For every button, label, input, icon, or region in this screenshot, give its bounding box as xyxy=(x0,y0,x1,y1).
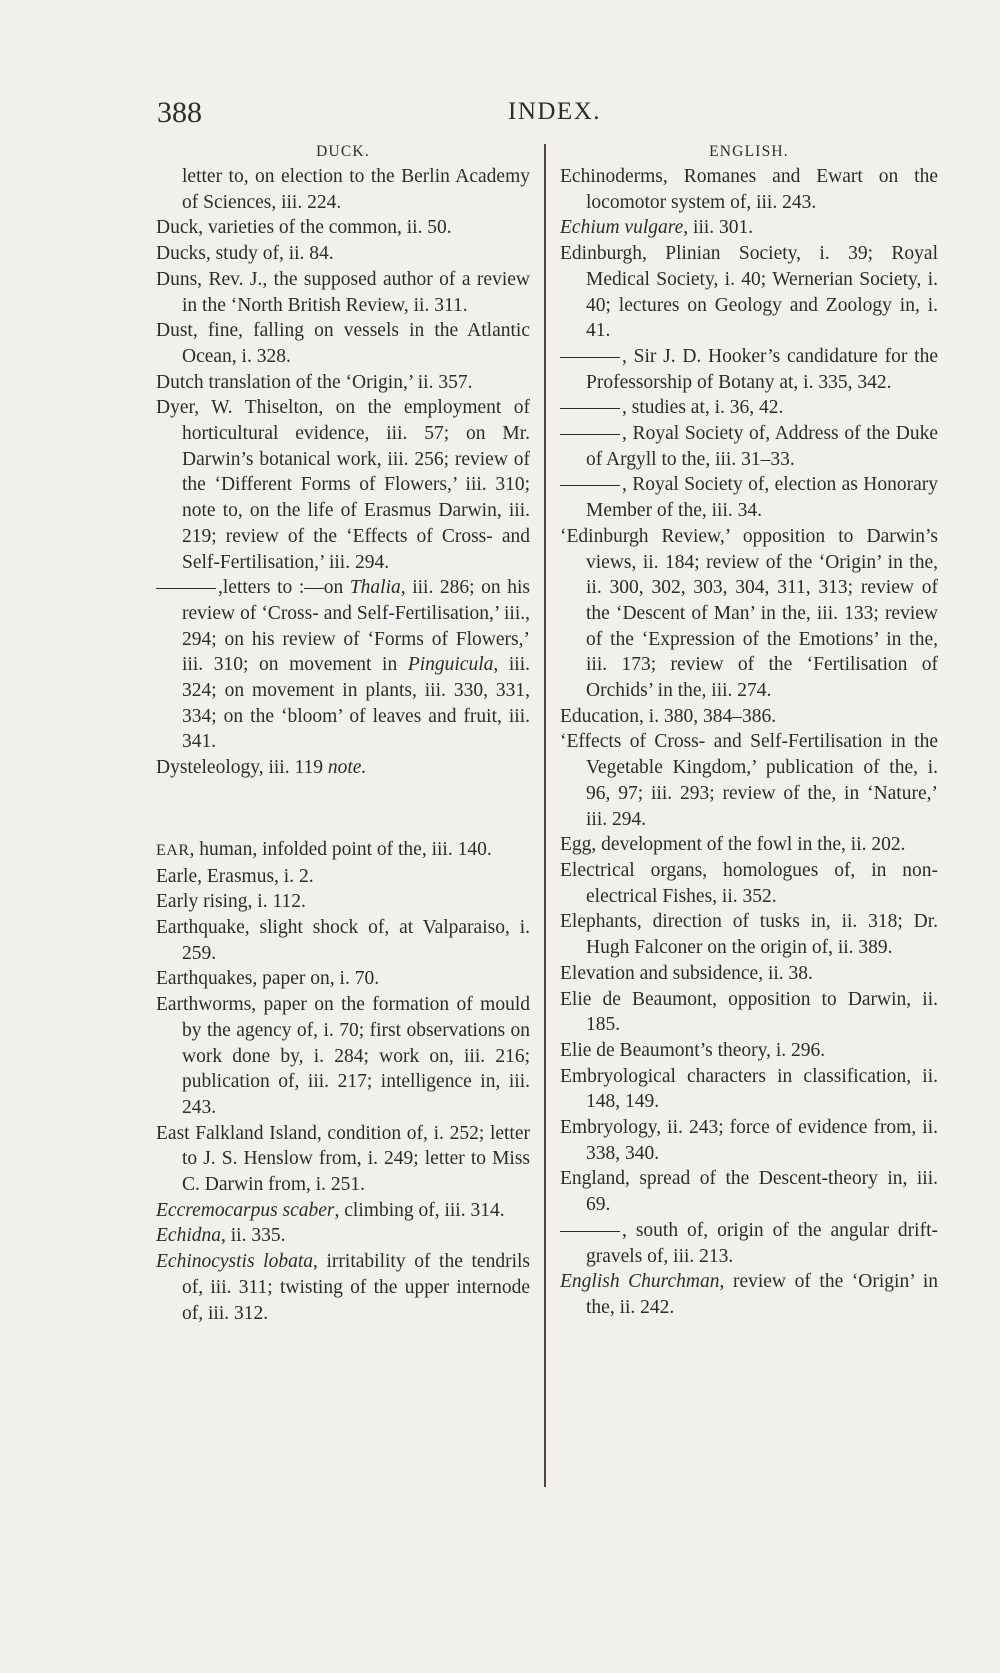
entry-text: Earthworms, paper on the formation of mould by the agency of, i. 70; first observations on work done by, i. 284; work on, iii. 216; publication of, iii. 217; intelligence in, iii. 243. xyxy=(156,994,530,1118)
index-entry xyxy=(156,1198,530,1224)
entry-text: Dutch translation of the ‘Origin,’ ii. 357. xyxy=(156,371,473,393)
entry-text: Dyer, W. Thiselton, on the employment of horticultural evidence, iii. 57; on Mr. Darwin’s botanical work, iii. 256; review of the ‘Different Forms of Flowers,’ iii. 310; note to, on the life of Erasmus Darwin, iii. 219; review of the ‘Effects of Cross- and Self-Fertilisation,’ iii. 294. xyxy=(156,397,530,573)
entry-text: Dust, fine, falling on vessels in the Atlantic Ocean, i. 328. xyxy=(156,320,530,367)
index-entry xyxy=(156,1121,530,1198)
index-entry xyxy=(156,241,530,267)
index-entry xyxy=(156,992,530,1121)
entry-text: England, spread of the Descent-theory in, iii. 69. xyxy=(560,1168,938,1216)
entry-text: Earthquakes, paper on, i. 70. xyxy=(156,968,380,990)
entry-text: ‘Effects of Cross- and Self-Fertilisation in the Vegetable Kingdom,’ publication of the, i. 96, 97; iii. 293; review of the, in ‘Nature,’ iii. 294. xyxy=(560,731,938,830)
index-entry xyxy=(560,241,938,344)
index-entry xyxy=(560,1218,938,1269)
index-entry xyxy=(156,267,530,318)
entry-text: , review of the ‘Origin’ in the, ii. 242. xyxy=(586,1271,938,1318)
entry-text: , Sir J. D. Hooker’s candidature for the Professorship of Botany at, i. 335, 342. xyxy=(586,345,938,393)
entry-text: Thalia xyxy=(349,577,401,599)
entry-text: , iii. 324; on movement in plants, iii. 330, 331, 334; on the ‘bloom’ of leaves and fruit, iii. 341. xyxy=(182,654,530,753)
entry-text: Elephants, direction of tusks in, ii. 318; Dr. Hugh Falconer on the origin of, ii. 389. xyxy=(560,911,938,959)
entry-text: Ducks, study of, ii. 84. xyxy=(156,243,334,265)
index-entry xyxy=(560,164,938,215)
right-column xyxy=(560,140,938,1321)
index-entry xyxy=(560,729,938,832)
index-entry xyxy=(560,858,938,909)
entry-text: , irritability of the tendrils of, iii. 311; twisting of the upper internode of, iii. 312. xyxy=(182,1251,530,1324)
index-entry xyxy=(560,395,938,421)
right-entries xyxy=(560,164,938,1321)
index-entry xyxy=(156,755,530,781)
entry-text: Elevation and subsidence, ii. 38. xyxy=(560,962,813,984)
entry-text: EAR xyxy=(156,841,190,859)
index-entry xyxy=(156,395,530,575)
left-entries-block-2 xyxy=(156,837,530,1326)
index-entry xyxy=(156,164,530,215)
entry-text: note. xyxy=(327,757,367,779)
right-catchword: ENGLISH. xyxy=(709,143,789,160)
entry-text: Early rising, i. 112. xyxy=(156,891,306,913)
entry-text: , iii. 301. xyxy=(683,217,754,239)
entry-text: , south of, origin of the angular drift-gravels of, iii. 213. xyxy=(586,1219,938,1267)
entry-text: Duck, varieties of the common, ii. 50. xyxy=(156,217,452,239)
ditto-dash xyxy=(156,588,216,589)
index-entry xyxy=(560,1038,938,1064)
column-divider xyxy=(544,144,546,1487)
entry-text: Echinocystis lobata xyxy=(156,1251,314,1273)
entry-text: Edinburgh, Plinian Society, i. 39; Royal Medical Society, i. 40; Wernerian Society, i. 40; lectures on Geology and Zoology in, i. 41. xyxy=(560,243,938,342)
entry-text: English Churchman xyxy=(560,1271,720,1293)
index-entry xyxy=(560,961,938,987)
entry-text: Electrical organs, homologues of, in non-electrical Fishes, ii. 352. xyxy=(560,859,938,907)
entry-text: , human, infolded point of the, iii. 140. xyxy=(189,838,492,860)
index-entry xyxy=(560,1064,938,1115)
left-column xyxy=(156,140,530,1326)
ditto-dash xyxy=(560,434,620,435)
entry-text: , climbing of, iii. 314. xyxy=(334,1199,505,1221)
left-catchword: DUCK. xyxy=(316,143,370,160)
index-entry xyxy=(560,421,938,472)
index-entry xyxy=(560,987,938,1038)
index-entry xyxy=(560,524,938,704)
entry-text: Embryological characters in classification, ii. 148, 149. xyxy=(560,1065,938,1113)
entry-text: Echium vulgare xyxy=(560,217,684,239)
index-entry xyxy=(156,864,530,890)
index-entry xyxy=(156,370,530,396)
entry-text: East Falkland Island, condition of, i. 252; letter to J. S. Henslow from, i. 249; letter to Miss C. Darwin from, i. 251. xyxy=(156,1122,530,1196)
index-entry xyxy=(156,889,530,915)
entry-text: ‘Edinburgh Review,’ opposition to Darwin’s views, ii. 184; review of the ‘Origin’ in the, ii. 300, 302, 303, 304, 311, 313; review of the ‘Descent of Man’ in the, iii. 133; review of the ‘Expression of the Emotions’ in the, iii. 173; review of the ‘Fertilisation of Orchids’ in the, iii. 274. xyxy=(560,525,938,702)
entry-text: Echinoderms, Romanes and Ewart on the locomotor system of, iii. 243. xyxy=(560,166,938,213)
ditto-dash xyxy=(560,1231,620,1232)
index-entry xyxy=(560,215,938,241)
index-entry xyxy=(560,909,938,960)
entry-text: Earthquake, slight shock of, at Valparaiso, i. 259. xyxy=(156,916,530,964)
index-entry xyxy=(156,915,530,966)
entry-text: Eccremocarpus scaber xyxy=(156,1199,335,1221)
entry-text: , ii. 335. xyxy=(220,1225,286,1247)
entry-text: , Royal Society of, election as Honorary Member of the, iii. 34. xyxy=(586,474,938,522)
index-entry xyxy=(560,704,938,730)
page-number: 388 xyxy=(157,96,202,129)
index-entry xyxy=(156,1249,530,1326)
index-entry xyxy=(560,472,938,523)
index-entry xyxy=(560,1166,938,1217)
entry-text: Embryology, ii. 243; force of evidence from, ii. 338, 340. xyxy=(560,1117,938,1164)
running-head: INDEX. xyxy=(508,98,602,125)
entry-text: Elie de Beaumont, opposition to Darwin, ii. 185. xyxy=(560,988,938,1036)
index-entry xyxy=(560,344,938,395)
index-entry xyxy=(156,318,530,369)
entry-text: Duns, Rev. J., the supposed author of a review in the ‘North British Review, ii. 311. xyxy=(156,268,530,316)
entry-text: Earle, Erasmus, i. 2. xyxy=(156,865,314,887)
entry-text: Pinguicula xyxy=(407,654,494,676)
entry-text: letter to, on election to the Berlin Academy of Sciences, iii. 224. xyxy=(182,166,530,213)
entry-text: , studies at, i. 36, 42. xyxy=(622,397,784,419)
index-entry xyxy=(156,1223,530,1249)
index-entry xyxy=(156,215,530,241)
entry-text: Echidna xyxy=(156,1225,221,1247)
letter-gap xyxy=(156,781,530,837)
entry-text: , Royal Society of, Address of the Duke of Argyll to the, iii. 31–33. xyxy=(586,423,938,470)
index-entry xyxy=(560,1269,938,1320)
entry-text: Egg, development of the fowl in the, ii. 202. xyxy=(560,834,906,856)
ditto-dash xyxy=(560,408,620,409)
left-entries-block-1 xyxy=(156,164,530,781)
index-entry xyxy=(156,837,530,864)
index-entry xyxy=(560,832,938,858)
entry-text: Dysteleology, iii. 119 xyxy=(156,757,328,779)
index-entry xyxy=(560,1115,938,1166)
index-entry xyxy=(156,966,530,992)
index-entry xyxy=(156,575,530,755)
entry-text: Education, i. 380, 384–386. xyxy=(560,705,777,727)
entry-text: ,letters to :—on xyxy=(218,577,350,599)
entry-text: , iii. 286; on his review of ‘Cross- and Self-Fertilisation,’ iii., 294; on his review of ‘Forms of Flowers,’ iii. 310; on movement in xyxy=(182,577,530,676)
entry-text: Elie de Beaumont’s theory, i. 296. xyxy=(560,1039,826,1061)
ditto-dash xyxy=(560,357,620,358)
ditto-dash xyxy=(560,485,620,486)
